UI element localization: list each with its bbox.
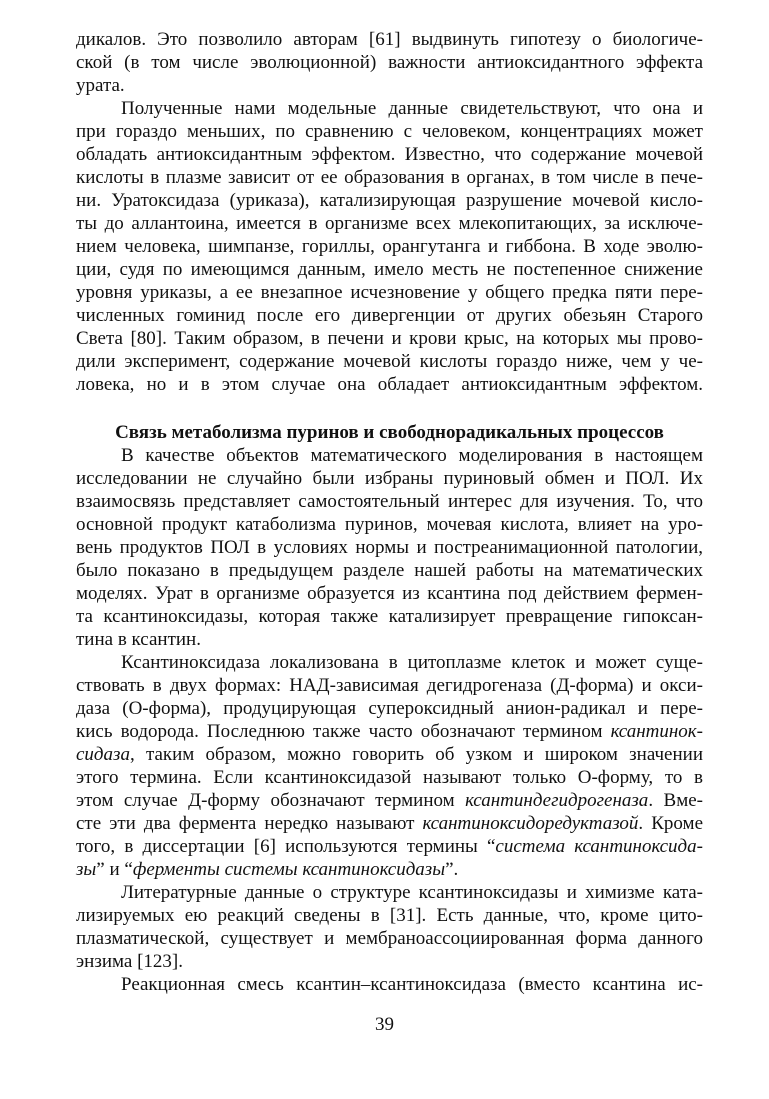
paragraph: [76, 28, 703, 97]
paragraph: [76, 881, 703, 973]
italic-term: ксантиндегидрогеназа: [465, 790, 649, 811]
text-line: основной продукт катаболизма пуринов, мочевая кислота, влияет на уро-: [76, 514, 703, 535]
text-line: [76, 812, 703, 835]
page-number: 39: [375, 1014, 394, 1035]
italic-term: зы: [76, 859, 97, 880]
text-segment: . Вме-: [648, 790, 703, 811]
text-line: ты до аллантоина, имеется в организме всех млекопитающих, за исключе-: [76, 213, 703, 234]
italic-term: ксантинок-: [610, 721, 703, 742]
intro-text-block: [76, 28, 703, 396]
text-line: [76, 835, 703, 858]
text-line: Реакционная смесь ксантин–ксантиноксидаза (вместо ксантина ис-: [121, 974, 703, 995]
text-line: тина в ксантин.: [76, 629, 201, 650]
text-segment: этом случае Д-форму обозначают термином: [76, 790, 466, 811]
paragraph: [76, 97, 703, 396]
text-line: Ксантиноксидаза локализована в цитоплазме клеток и может суще-: [121, 652, 703, 673]
text-line: та ксантиноксидазы, которая также катализирует превращение гипоксан-: [76, 606, 703, 627]
text-line: Литературные данные о структуре ксантиноксидазы и химизме ката-: [121, 882, 703, 903]
text-line: [76, 743, 703, 766]
text-line: моделях. Урат в организме образуется из ксантина под действием фермен-: [76, 583, 703, 604]
text-line: этого термина. Если ксантиноксидазой называют только О-форму, то в: [76, 767, 703, 788]
text-line: плазматической, существует и мембраноассоциированная форма данного: [76, 928, 703, 949]
text-line: даза (О-форма), продуцирующая супероксидный анион-радикал и пере-: [76, 698, 703, 719]
text-segment: сте эти два фермента нередко называют: [76, 813, 423, 834]
section-text-block: [76, 444, 703, 996]
text-line: [76, 858, 703, 881]
text-line: ствовать в двух формах: НАД-зависимая дегидрогеназа (Д-форма) и окси-: [76, 675, 703, 696]
text-line: обладать антиоксидантным эффектом. Известно, что содержание мочевой: [76, 144, 703, 165]
text-line: урата.: [76, 75, 125, 96]
text-line: взаимосвязь представляет самостоятельный интерес для изучения. То, что: [76, 491, 703, 512]
paragraph: [76, 651, 703, 881]
text-line: было показано в предыдущем разделе нашей работы на математических: [76, 560, 703, 581]
text-line: нием человека, шимпанзе, гориллы, орангутанга и гиббона. В ходе эволю-: [76, 236, 703, 257]
text-line: ции, судя по имеющимся данным, имело месть не постепенное снижение: [76, 259, 703, 280]
text-line: [76, 720, 703, 743]
text-line: ни. Уратоксидаза (уриказа), катализирующая разрушение мочевой кисло-: [76, 190, 703, 211]
text-line: ской (в том числе эволюционной) важности антиоксидантного эффекта: [76, 52, 703, 73]
text-line: при гораздо меньших, по сравнению с человеком, концентрациях может: [76, 121, 703, 142]
paragraph: [76, 444, 703, 651]
text-line: ловека, но и в этом случае она обладает антиоксидантным эффектом.: [76, 374, 703, 395]
text-segment: того, в диссертации [6] используются термины “: [76, 836, 496, 857]
text-segment: ”.: [445, 859, 459, 880]
text-line: дили эксперимент, содержание мочевой кислоты гораздо ниже, чем у че-: [76, 351, 703, 372]
text-segment: ” и “: [96, 859, 133, 880]
text-line: вень продуктов ПОЛ в условиях нормы и постреанимационной патологии,: [76, 537, 703, 558]
text-line: лизируемых ею реакций сведены в [31]. Есть данные, что, кроме цито-: [76, 905, 703, 926]
text-line: кислоты в плазме зависит от ее образования в органах, в том числе в пече-: [76, 167, 703, 188]
italic-term: ксантиноксидоредуктазой: [422, 813, 639, 834]
text-line: исследовании не случайно были избраны пуриновый обмен и ПОЛ. Их: [76, 468, 703, 489]
italic-term: сидаза: [76, 744, 130, 765]
text-line: Света [80]. Таким образом, в печени и крови крыс, на которых мы прово-: [76, 328, 703, 349]
text-segment: , таким образом, можно говорить об узком и широком значении: [129, 744, 703, 765]
text-segment: . Кроме: [638, 813, 703, 834]
text-segment: кись водорода. Последнюю также часто обозначают термином: [76, 721, 611, 742]
text-line: уровня уриказы, а ее внезапное исчезновение у общего предка пяти пере-: [76, 282, 703, 303]
text-line: энзима [123].: [76, 951, 183, 972]
text-line: численных гоминид после его дивергенции от других обезьян Старого: [76, 305, 703, 326]
paragraph: [76, 973, 703, 996]
section-heading: Связь метаболизма пуринов и свободнорадикальных процессов: [115, 422, 664, 443]
text-line: Полученные нами модельные данные свидетельствуют, что она и: [121, 98, 703, 119]
italic-term: система ксантиноксида-: [495, 836, 704, 857]
text-line: [76, 789, 703, 812]
italic-term: ферменты системы ксантиноксидазы: [132, 859, 446, 880]
text-line: дикалов. Это позволило авторам [61] выдвинуть гипотезу о биологиче-: [76, 29, 703, 50]
text-line: В качестве объектов математического моделирования в настоящем: [121, 445, 703, 466]
